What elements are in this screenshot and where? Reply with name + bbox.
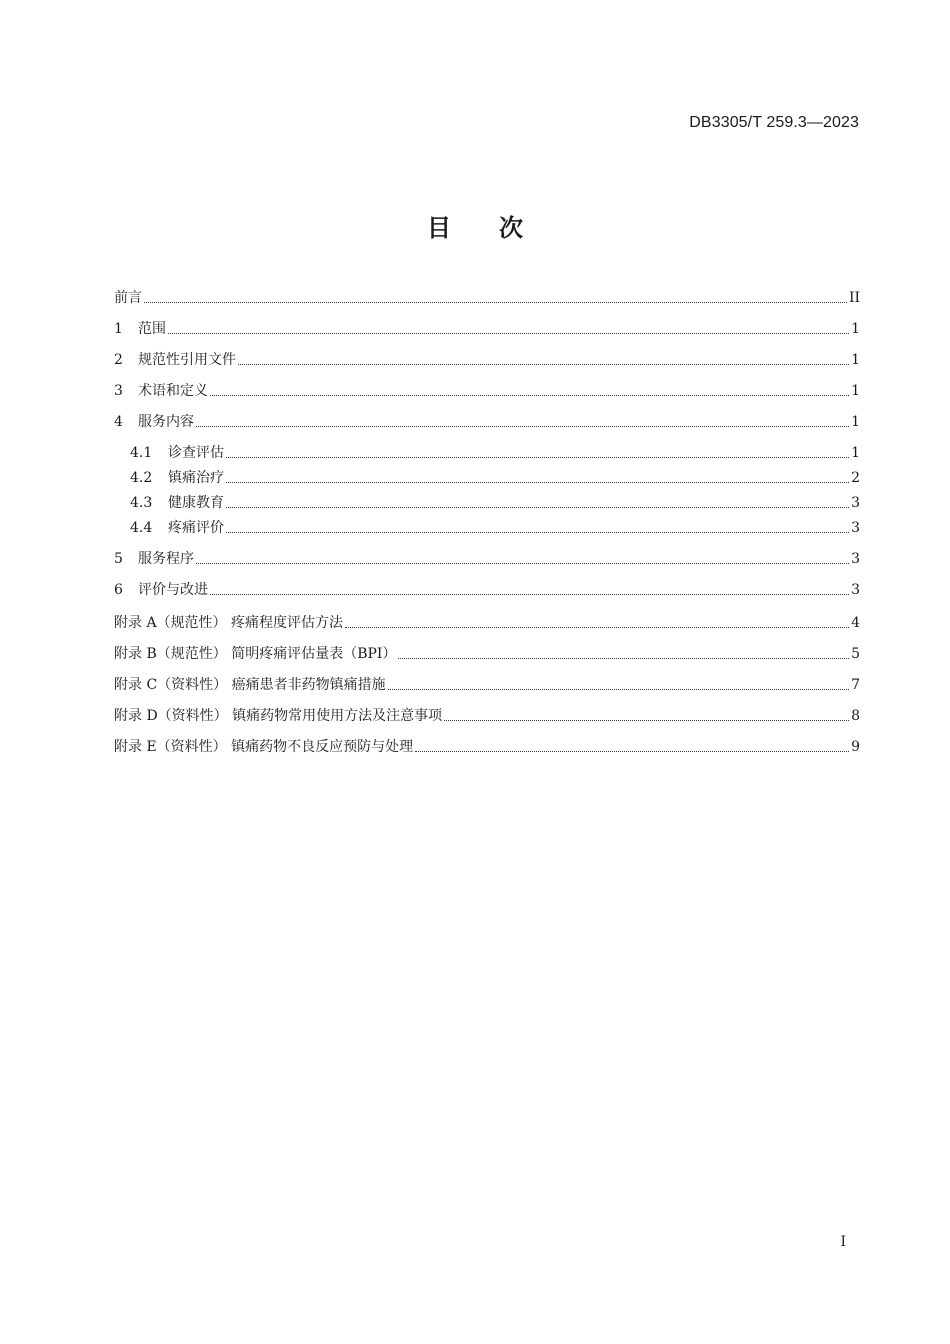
toc-section-number: 2	[114, 352, 123, 368]
toc-entry-text: 附录 D（资料性） 镇痛药物常用使用方法及注意事项	[114, 708, 443, 724]
toc-entry-scope[interactable]	[114, 319, 860, 339]
toc-page-number: 4	[851, 615, 860, 631]
toc-page-number: 3	[851, 582, 860, 598]
toc-entry-foreword[interactable]	[114, 288, 860, 308]
toc-entry-text: 健康教育	[168, 495, 224, 511]
toc-entry-text: 诊查评估	[168, 445, 224, 461]
toc-page-number: 1	[851, 414, 860, 430]
toc-page-number: 2	[851, 470, 860, 486]
toc-leader-dots	[388, 689, 849, 690]
title-char-2: 次	[499, 214, 523, 242]
toc-leader-dots	[444, 720, 849, 721]
toc-entry-service-content[interactable]	[114, 412, 860, 432]
toc-page-number: 1	[851, 352, 860, 368]
toc-entry-service-procedure[interactable]	[114, 549, 860, 569]
toc-entry-appendix-a[interactable]	[114, 613, 860, 633]
toc-entry-text: 附录 B（规范性） 简明疼痛评估量表（BPI）	[114, 646, 397, 662]
toc-entry-4-4[interactable]	[130, 518, 860, 538]
toc-leader-dots	[226, 457, 849, 458]
toc-entry-text: 术语和定义	[138, 383, 208, 399]
toc-entry-text: 镇痛治疗	[168, 470, 224, 486]
toc-leader-dots	[210, 594, 849, 595]
toc-entry-appendix-e[interactable]	[114, 737, 860, 757]
toc-entry-appendix-d[interactable]	[114, 706, 860, 726]
toc-section-number: 4.1	[130, 445, 153, 461]
toc-leader-dots	[196, 426, 849, 427]
toc-entry-appendix-b[interactable]	[114, 644, 860, 664]
toc-section-number: 4.3	[130, 495, 153, 511]
toc-entry-text: 规范性引用文件	[138, 352, 236, 368]
toc-page-number: 1	[851, 445, 860, 461]
toc-section-number: 1	[114, 321, 123, 337]
toc-page-number: 3	[851, 520, 860, 536]
toc-entry-4-2[interactable]	[130, 468, 860, 488]
toc-entry-text: 附录 A（规范性） 疼痛程度评估方法	[114, 615, 344, 631]
toc-section-number: 6	[114, 582, 123, 598]
toc-page-number: 1	[851, 383, 860, 399]
title-char-1: 目	[427, 214, 451, 242]
toc-page-number: 5	[851, 646, 860, 662]
toc-section-number: 3	[114, 383, 123, 399]
toc-entry-4-3[interactable]	[130, 493, 860, 513]
toc-leader-dots	[238, 364, 849, 365]
toc-leader-dots	[144, 302, 847, 303]
toc-leader-dots	[226, 482, 849, 483]
toc-page-number: 8	[851, 708, 860, 724]
toc-section-number: 4	[114, 414, 123, 430]
toc-entry-text: 附录 E（资料性） 镇痛药物不良反应预防与处理	[114, 739, 414, 755]
document-code: DB3305/T 259.3—2023	[689, 114, 859, 131]
toc-entry-4-1[interactable]	[130, 443, 860, 463]
toc-entry-text: 服务程序	[138, 551, 194, 567]
toc-entry-text: 附录 C（资料性） 癌痛患者非药物镇痛措施	[114, 677, 386, 693]
toc-page-number: 7	[851, 677, 860, 693]
toc-page-number: 1	[851, 321, 860, 337]
toc-leader-dots	[415, 751, 849, 752]
toc-entry-evaluation[interactable]	[114, 580, 860, 600]
toc-section-number: 4.2	[130, 470, 153, 486]
toc-entry-text: 服务内容	[138, 414, 194, 430]
toc-entry-text: 范围	[138, 321, 166, 337]
toc-page-number: II	[848, 290, 860, 306]
toc-leader-dots	[398, 658, 849, 659]
footer-page-number: I	[840, 1234, 846, 1250]
toc-entry-text: 疼痛评价	[168, 520, 224, 536]
toc-page-number: 3	[851, 495, 860, 511]
toc-leader-dots	[168, 333, 849, 334]
toc-leader-dots	[196, 563, 849, 564]
toc-leader-dots	[226, 532, 849, 533]
toc-entry-appendix-c[interactable]	[114, 675, 860, 695]
toc-section-number: 4.4	[130, 520, 153, 536]
toc-entry-terms[interactable]	[114, 381, 860, 401]
toc-page-number: 3	[851, 551, 860, 567]
toc-entry-normative-references[interactable]	[114, 350, 860, 370]
toc-leader-dots	[226, 507, 849, 508]
toc-section-number: 5	[114, 551, 123, 567]
toc-leader-dots	[210, 395, 849, 396]
toc-entry-text: 前言	[114, 290, 142, 306]
toc-leader-dots	[345, 627, 849, 628]
toc-page-number: 9	[851, 739, 860, 755]
toc-entry-text: 评价与改进	[138, 582, 208, 598]
